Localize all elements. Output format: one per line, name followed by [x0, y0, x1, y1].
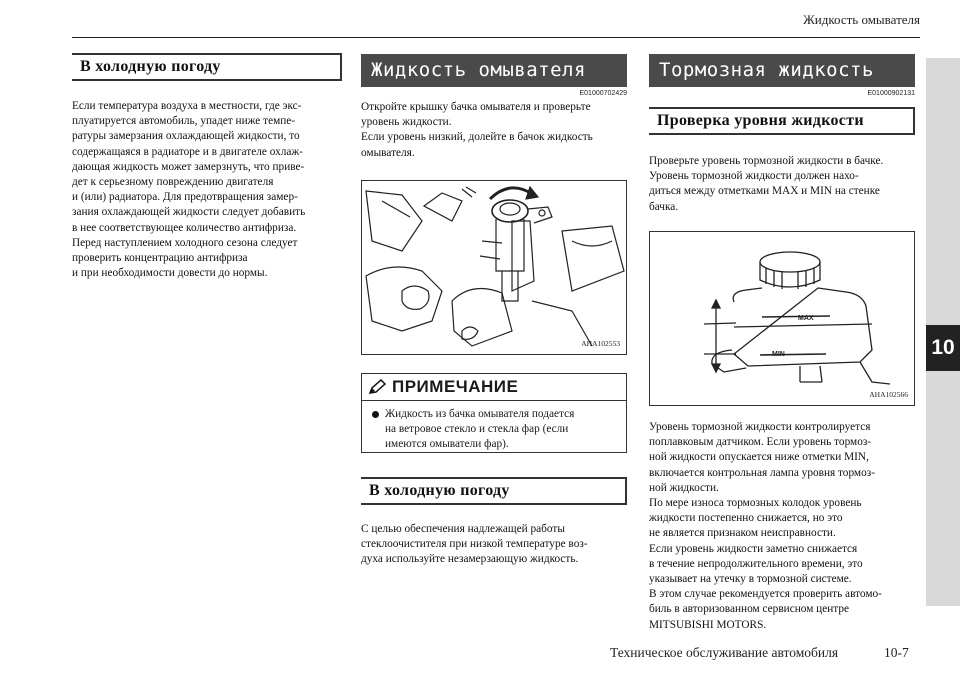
note-heading: ПРИМЕЧАНИЕ: [392, 377, 519, 396]
text-line: В этом случае рекомендуется проверить автомо-: [649, 588, 882, 601]
text-line: Уровень тормозной жидкости должен нахо-: [649, 170, 859, 183]
text-line: бачка.: [649, 200, 679, 213]
cold-weather-paragraph-2: [361, 522, 627, 568]
cold-weather-subtitle: В холодную погоду: [361, 477, 627, 505]
text-line: в течение непродолжительного времени, это: [649, 557, 863, 570]
pencil-note-icon: [368, 379, 386, 395]
brake-fluid-paragraph: [649, 154, 915, 215]
note-body: [362, 401, 626, 458]
max-mark-label: MAX: [798, 315, 814, 322]
washer-reservoir-figure: [361, 180, 627, 355]
header-rule: [72, 37, 920, 38]
text-line: указывает на утечку в тормозной системе.: [649, 573, 852, 586]
text-line: ной жидкости.: [649, 481, 719, 494]
figure-code: AHA102553: [581, 339, 620, 348]
text-line: имеются омыватели фар).: [385, 438, 509, 450]
brake-reservoir-figure: [649, 231, 915, 406]
text-line: Если уровень низкий, долейте в бачок жидкость: [361, 131, 593, 144]
text-line: Жидкость из бачка омывателя подается: [385, 408, 575, 420]
text-line: Если уровень жидкости заметно снижается: [649, 542, 858, 555]
washer-fluid-paragraph: [361, 100, 627, 161]
text-line: Проверьте уровень тормозной жидкости в бачке.: [649, 155, 884, 167]
text-line: дающая жидкость может замерзнуть, что приве-: [72, 160, 305, 173]
text-line: Если температура воздуха в местности, где экс-: [72, 100, 302, 112]
text-line: диться между отметками MAX и MIN на стенке: [649, 185, 880, 198]
section-code: E01000702429: [579, 90, 627, 97]
text-line: зания охлаждающей жидкости следует добавить: [72, 206, 306, 219]
text-line: ратуры замерзания охлаждающей жидкости, то: [72, 130, 300, 143]
text-line: не является признаком неисправности.: [649, 527, 836, 540]
footer-section-label: Техническое обслуживание автомобиля: [610, 645, 839, 660]
note-box: [361, 373, 627, 453]
text-line: включается контрольная лампа уровня тормоз-: [649, 466, 875, 479]
text-line: поплавковым датчиком. Если уровень тормоз-: [649, 436, 872, 449]
text-line: в нее соответствующее количество антифриза.: [72, 221, 297, 234]
note-header: [362, 374, 626, 401]
text-line: плуатируется автомобиль, упадет ниже темпе-: [72, 115, 296, 128]
text-line: По мере износа тормозных колодок уровень: [649, 497, 862, 510]
text-line: и (или) радиатора. Для предотвращения замер-: [72, 191, 298, 204]
text-line: С целью обеспечения надлежащей работы: [361, 523, 565, 535]
text-line: духа используйте незамерзающую жидкость.: [361, 553, 579, 566]
washer-fluid-title: Жидкость омывателя: [361, 54, 627, 87]
text-line: жидкости постепенно снижается, но это: [649, 512, 843, 525]
text-line: стеклоочистителя при низкой температуре воз-: [361, 538, 588, 551]
cold-weather-paragraph: [72, 99, 342, 281]
text-line: Уровень тормозной жидкости контролируется: [649, 421, 871, 433]
text-line: омывателя.: [361, 146, 415, 159]
text-line: на ветровое стекло и стекла фар (если: [385, 423, 569, 435]
chapter-number-tab[interactable]: 10: [926, 325, 960, 371]
running-header: Жидкость омывателя: [803, 12, 920, 27]
brake-fluid-title: Тормозная жидкость: [649, 54, 915, 87]
level-check-subtitle: Проверка уровня жидкости: [649, 107, 915, 135]
cold-weather-title: В холодную погоду: [72, 53, 342, 81]
text-line: уровень жидкости.: [361, 116, 452, 129]
washer-reservoir-illustration: [362, 181, 626, 354]
text-line: биль в авторизованном сервисном центре: [649, 603, 850, 616]
figure-code: AHA102566: [869, 390, 908, 399]
text-line: MITSUBISHI MOTORS.: [649, 618, 767, 631]
text-line: Перед наступлением холодного сезона следует: [72, 236, 298, 249]
text-line: проверить концентрацию антифриза: [72, 252, 248, 265]
text-line: Откройте крышку бачка омывателя и проверьте: [361, 101, 591, 113]
text-line: дет к серьезному повреждению двигателя: [72, 176, 274, 189]
section-code: E01000902131: [867, 90, 915, 97]
page-number: 10-7: [884, 645, 909, 660]
brake-fluid-paragraph-2: [649, 420, 919, 633]
bullet-icon: [372, 411, 379, 418]
text-line: содержащаяся в радиаторе и в двигателе охлаж-: [72, 145, 303, 158]
text-line: ной жидкости опускается ниже отметки MIN,: [649, 451, 869, 464]
brake-reservoir-illustration: [650, 232, 914, 405]
text-line: и при необходимости довести до нормы.: [72, 267, 268, 280]
min-mark-label: MIN: [772, 351, 785, 358]
